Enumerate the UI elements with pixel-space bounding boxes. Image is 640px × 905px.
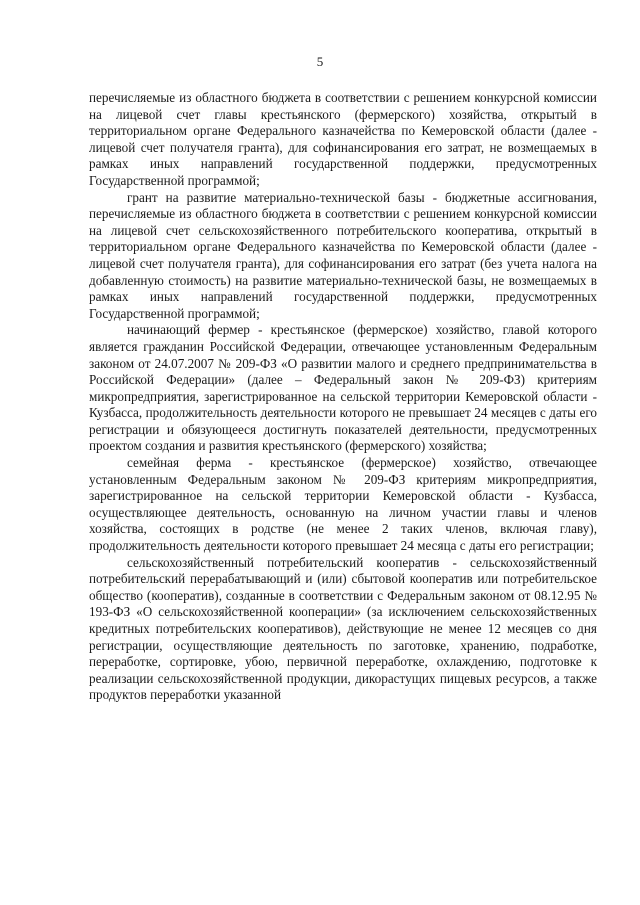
paragraph-consumer-cooperative: сельскохозяйственный потребительский кооператив - сельскохозяйственный потребительский перерабатывающий и (или) сбытовой кооператив или потребительское общество (кооператив), созданные в соответствии с Федеральным законом от 08.12.95 № 193-ФЗ «О сельскохозяйственной кооперации» (за исключением сельскохозяйственных кредитных потребительских кооперативов), действующие не менее 12 месяцев со дня регистрации, осуществляющие деятельность по заготовке, хранению, подработке, переработке, сортировке, убою, первичной переработке, охлаждению, подготовке к реализации сельскохозяйственной продукции, дикорастущих пищевых ресурсов, а также продуктов переработки указанной (89, 554, 597, 703)
paragraph-material-base-grant: грант на развитие материально-технической базы - бюджетные ассигнования, перечисляемые из областного бюджета в соответствии с решением конкурсной комиссии на лицевой счет сельскохозяйственного потребительского кооператива, открытый в территориальном органе Федерального казначейства по Кемеровской области (далее - лицевой счет получателя гранта), для софинансирования его затрат (без учета налога на добавленную стоимость) на развитие материально-технической базы, не возмещаемых в рамках иных направлений государственной поддержки, предусмотренных Государственной программой; (89, 189, 597, 321)
paragraph-beginning-farmer: начинающий фермер - крестьянское (фермерское) хозяйство, главой которого является гражданин Российской Федерации, отвечающее установленным Федеральным законом от 24.07.2007 № 209-ФЗ «О развитии малого и среднего предпринимательства в Российской Федерации» (далее – Федеральный закон № 209-ФЗ) критериям микропредприятия, зарегистрированное на сельской территории Кемеровской области - Кузбасса, продолжительность деятельности которого не превышает 24 месяцев с даты его регистрации и обязующееся достигнуть показателей деятельности, предусмотренных проектом создания и развития крестьянского (фермерского) хозяйства; (89, 322, 597, 454)
document-body (89, 90, 597, 704)
page-number: 5 (316, 54, 324, 69)
paragraph-family-farm: семейная ферма - крестьянское (фермерское) хозяйство, отвечающее установленным Федеральным законом № 209-ФЗ критериям микропредприятия, зарегистрированное на сельской территории Кемеровской области - Кузбасса, осуществляющее деятельность, основанную на личном участии главы и членов хозяйства, состоящих в родстве (не менее 2 таких членов, включая главу), продолжительность деятельности которого превышает 24 месяца с даты его регистрации; (89, 455, 597, 554)
paragraph-grant-continuation: перечисляемые из областного бюджета в соответствии с решением конкурсной комиссии на лицевой счет главы крестьянского (фермерского) хозяйства, открытый в территориальном органе Федерального казначейства по Кемеровской области (далее - лицевой счет получателя гранта), для софинансирования его затрат, не возмещаемых в рамках иных направлений государственной поддержки, предусмотренных Государственной программой; (89, 90, 597, 188)
